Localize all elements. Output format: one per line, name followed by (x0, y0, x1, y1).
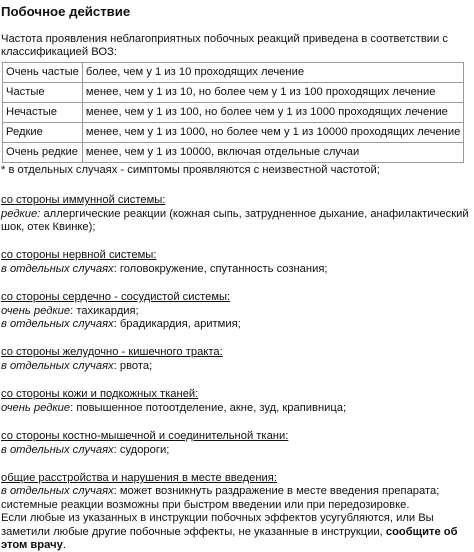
section-skin (1, 388, 471, 415)
effects-text: : повышенное потоотделение, акне, зуд, крапивница; (70, 401, 347, 414)
frequency-qualifier: редкие: (1, 207, 41, 220)
table-row (3, 62, 464, 82)
frequency-description-cell: менее, чем у 1 из 100, но более чем у 1 из 1000 проходящих лечение (82, 102, 463, 122)
frequency-description-cell: менее, чем у 1 из 1000, но более чем у 1 из 10000 проходящих лечение (82, 122, 463, 142)
section-text (1, 263, 471, 276)
section-text (1, 444, 471, 457)
section-title: со стороны иммунной системы: (1, 194, 166, 207)
table-row (3, 122, 464, 142)
closing-end: . (62, 538, 66, 551)
frequency-description-cell: менее, чем у 1 из 10, но более чем у 1 из 100 проходящих лечение (82, 82, 463, 102)
closing-text: Если любые из указанных в инструкции побочных эффектов усугубляются, или Вы заметили любые другие побочные эффекты, не указанные в инструкции, (1, 512, 434, 538)
frequency-term-cell: Частые (3, 82, 83, 102)
section-title: со стороны нервной системы: (1, 249, 157, 262)
frequency-qualifier: в отдельных случаях (1, 485, 114, 498)
section-title: со стороны кожи и подкожных тканей: (1, 388, 199, 401)
table-row (3, 102, 464, 122)
section-immune (1, 194, 471, 234)
frequency-qualifier: в отдельных случаях (1, 359, 114, 372)
unknown-frequency-note: * в отдельных случаях - симптомы проявляются с неизвестной частотой; (1, 163, 380, 176)
frequency-qualifier: в отдельных случаях (1, 262, 114, 275)
effects-text: : головокружение, спутанность сознания; (113, 262, 328, 275)
frequency-qualifier: в отдельных случаях (1, 318, 114, 331)
section-text (1, 485, 471, 512)
section-text (1, 402, 471, 415)
intro-paragraph: Частота проявления неблагоприятных побочных реакций приведена в соответствии с классификацией ВОЗ: (1, 33, 448, 59)
section-general (1, 472, 471, 552)
effects-text: : тахикардия; (70, 304, 139, 317)
table-row (3, 142, 464, 162)
section-text (1, 318, 471, 331)
frequency-term-cell: Редкие (3, 122, 83, 142)
section-title: со стороны желудочно - кишечного тракта: (1, 346, 223, 359)
section-text (1, 208, 471, 235)
frequency-qualifier: в отдельных случаях (1, 443, 114, 456)
frequency-description-cell: менее, чем у 1 из 10000, включая отдельные случаи (82, 142, 463, 162)
section-gi (1, 346, 471, 373)
section-heading: Побочное действие (1, 4, 131, 19)
effects-text: : может возникнуть раздражение в месте введения препарата; системные реакции возможны при быстром введении или при передозировке. (1, 485, 440, 511)
frequency-term-cell: Очень частые (3, 62, 83, 82)
frequency-description-cell: более, чем у 1 из 10 проходящих лечение (82, 62, 463, 82)
effects-text: аллергические реакции (кожная сыпь, затрудненное дыхание, анафилактический шок, отек Квинке); (1, 207, 469, 234)
frequency-term-cell: Очень редкие (3, 142, 83, 162)
section-title: со стороны костно-мышечной и соединительной ткани: (1, 430, 289, 443)
section-title: общие расстройства и нарушения в месте введения: (1, 471, 277, 484)
table-row (3, 82, 464, 102)
section-musculo (1, 430, 471, 457)
effects-text: : судороги; (113, 443, 170, 456)
frequency-qualifier: очень редкие (1, 304, 71, 317)
section-text (1, 305, 471, 318)
section-text (1, 360, 471, 373)
frequency-table (2, 62, 464, 163)
closing-paragraph (1, 512, 471, 552)
section-nervous (1, 249, 471, 276)
frequency-qualifier: очень редкие (1, 401, 71, 414)
frequency-term-cell: Нечастые (3, 102, 83, 122)
section-title: со стороны сердечно - сосудистой системы: (1, 291, 231, 304)
effects-text: : рвота; (113, 359, 153, 372)
effects-text: : брадикардия, аритмия; (113, 318, 241, 331)
closing-emphasis: сообщите об этом врачу (1, 525, 458, 551)
section-cardio (1, 291, 471, 331)
